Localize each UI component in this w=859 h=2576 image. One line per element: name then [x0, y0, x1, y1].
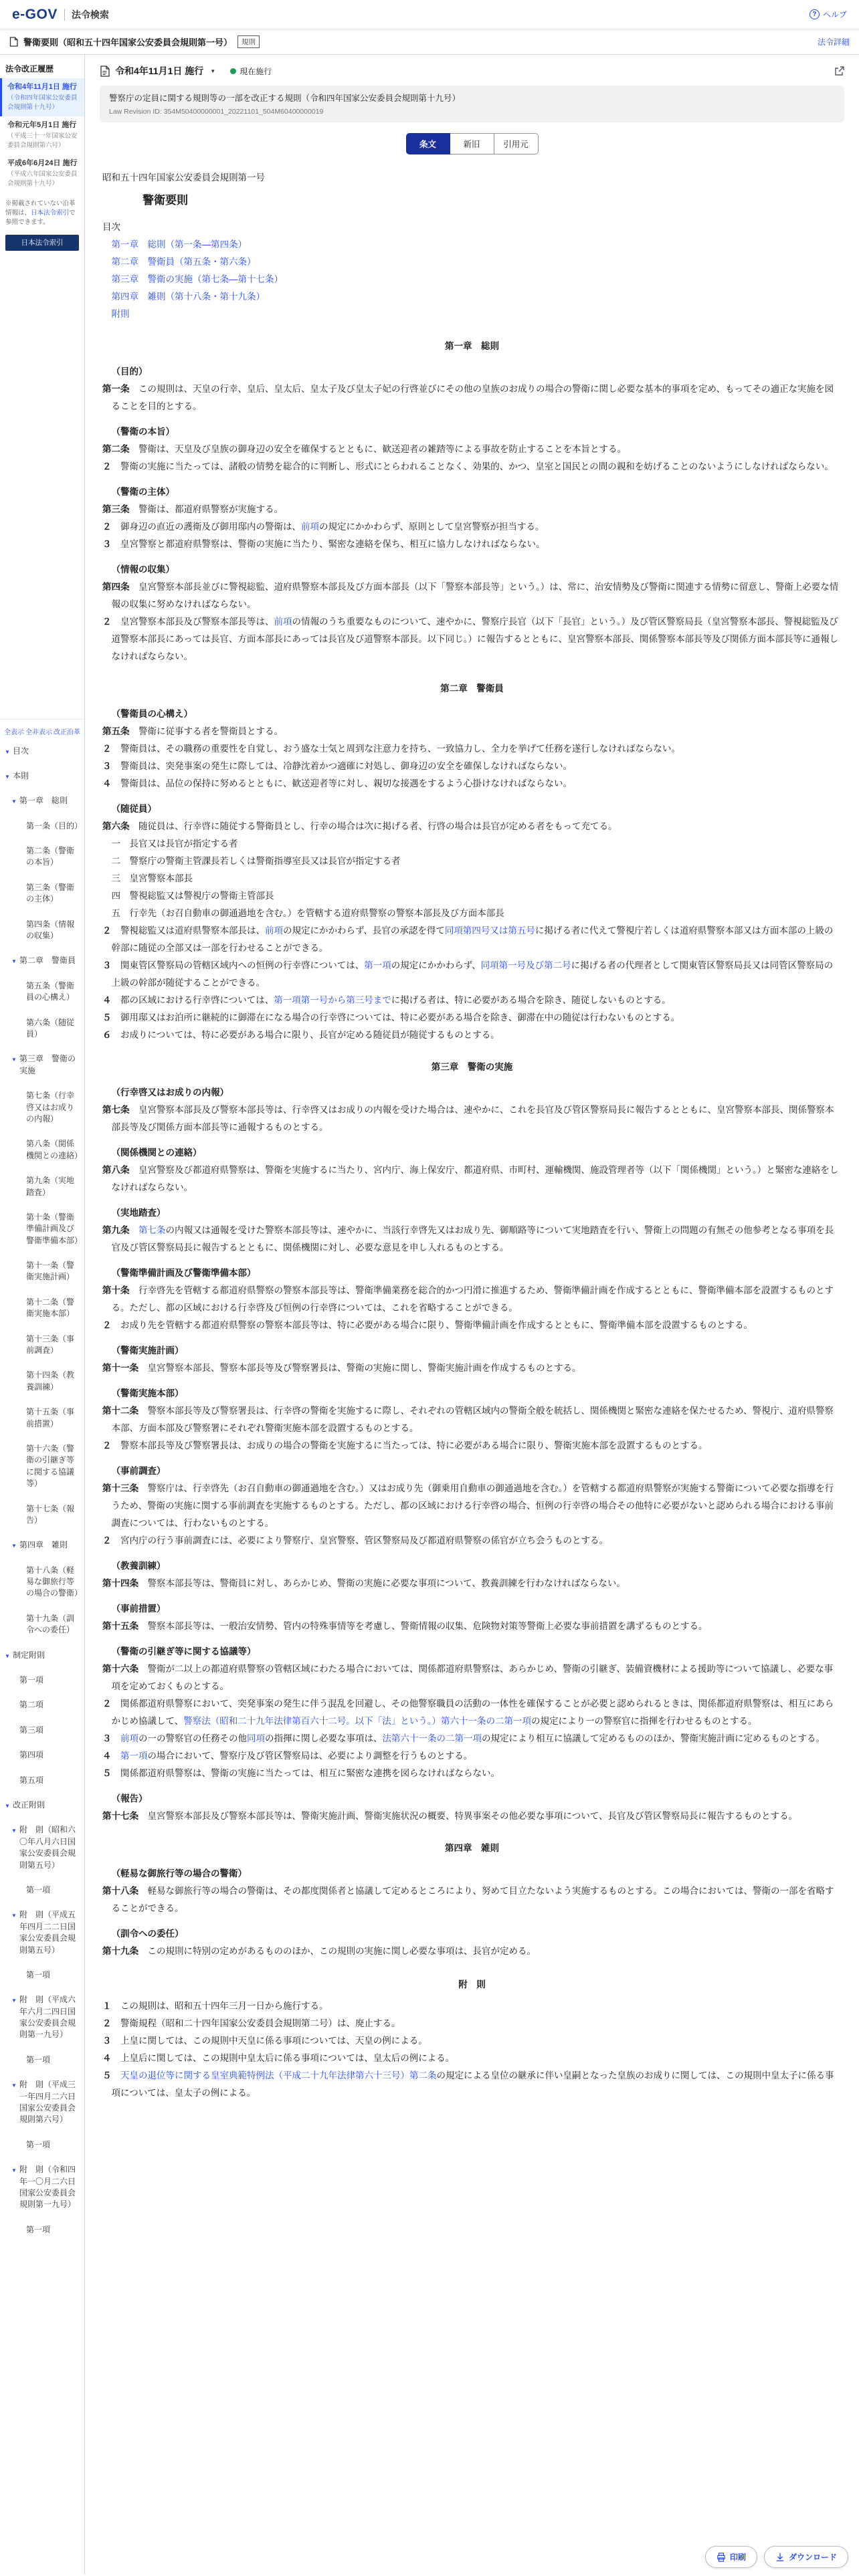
law-title: 警衛要則 — [142, 193, 188, 207]
japan-law-index-link[interactable]: 日本法令索引 — [31, 209, 70, 217]
law-ref-link[interactable]: 前項 — [274, 616, 292, 627]
law-toc-links — [102, 236, 842, 323]
toc-item-label: 附 則（平成六年六月二四日国家公安委員会規則第一九号） — [19, 1995, 76, 2040]
paragraph-number: ４ — [102, 2052, 112, 2063]
toc-tree-item[interactable] — [0, 1363, 84, 1400]
toc-tree-item[interactable] — [0, 1497, 84, 1533]
law-paragraph: 第十四条 警察本部長等は、警衛員に対し、あらかじめ、警衛の実施に必要な事項について、教養訓練を行わなければならない。 — [102, 1578, 626, 1588]
status-label: 現在施行 — [240, 66, 272, 76]
law-paragraph: ４ 都の区域における行幸啓については、第一項第一号から第三号までに掲げる者は、特に必要がある場合を除き、随従しないものとする。 — [102, 994, 671, 1005]
toc-item-label: 第十七条（報告） — [26, 1503, 75, 1525]
paragraph-number: 第九条 — [102, 1224, 130, 1235]
law-paragraph: ２ 警察本部長等及び警察署長は、お成りの場合の警衛を実施するに当たっては、特に必要がある場合に限り、警衛実施本部を設置するものとする。 — [102, 1440, 708, 1451]
law-paragraph: ３ 警衛員は、突発事案の発生に際しては、冷静沈着かつ適確に対処し、御身辺の安全を確保しなければならない。 — [102, 760, 572, 771]
article-caption: （随従員） — [111, 803, 157, 814]
revision-date: 令和4年11月1日 施行 — [7, 83, 77, 91]
article-caption: （情報の収集） — [111, 564, 175, 574]
toc-tree-item[interactable] — [0, 1693, 84, 1717]
paragraph-number: ２ — [102, 2018, 112, 2028]
view-tab[interactable]: 引用元 — [494, 133, 539, 154]
floating-actions — [705, 2546, 848, 2568]
toc-tree-item[interactable] — [0, 1668, 84, 1693]
toc-tree-item[interactable] — [0, 1047, 84, 1083]
law-item: 五 行幸先（お召自動車の御通過地を含む。）を管轄する道府県警察の警察本部長及び方面本部長 — [111, 907, 504, 918]
toc-tree — [0, 739, 84, 2243]
toc-item-label: 第一項 — [26, 2054, 51, 2064]
law-paragraph: 第十九条 この規則に特別の定めがあるもののほか、この規則の実施に関し必要な事項は、長官が定める。 — [102, 1945, 536, 1956]
japan-law-index-banner-label: 日本法令索引 — [21, 239, 64, 247]
paragraph-number: ２ — [102, 1319, 112, 1330]
history-note-suffix: で参照できます。 — [5, 209, 76, 227]
law-paragraph: ２ 警衛の実施に当たっては、諸般の情勢を総合的に判断し、形式にとらわれることなく、効果的、かつ、皇室と国民との間の親和を妨げることのないようにしなければならない。 — [102, 461, 834, 471]
header-divider — [64, 9, 65, 21]
article-caption: （警衛の本旨） — [111, 426, 175, 437]
law-body — [85, 157, 859, 2129]
chevron-down-icon[interactable]: ▼ — [210, 68, 216, 74]
law-detail-link[interactable]: 法令詳細 — [817, 37, 850, 47]
toc-item-label: 第十二条（警衛実施本部） — [26, 1297, 75, 1319]
article-caption: （事前調査） — [111, 1465, 166, 1476]
article-caption: （軽易な御旅行等の場合の警衛） — [111, 1868, 247, 1879]
toc-item-label: 附 則（平成五年四月二二日国家公安委員会規則第五号） — [19, 1910, 76, 1955]
toc-item-label: 第八条（関係機関との連絡） — [26, 1139, 83, 1160]
view-tab[interactable]: 新旧 — [450, 133, 494, 154]
toc-tree-item[interactable] — [0, 1793, 84, 1818]
law-paragraph: 第六条 随従員は、行幸啓に随従する警衛員とし、行幸の場合は次に掲げる者、行啓の場合は長官が定める者をもって充てる。 — [102, 821, 617, 831]
japan-law-index-banner[interactable] — [5, 235, 79, 251]
egov-logo-text: e-GOV — [12, 6, 58, 22]
revision-date: 令和元年5月1日 施行 — [7, 120, 77, 129]
law-paragraph: ２ 警視総監又は道府県警察本部長は、前項の規定にかかわらず、長官の承認を得て同項第四号又は第五号に掲げる者に代えて警視庁若しくは道府県警察本部又は方面本部の上級の幹部に随従の全部又は一部を行わせることができる。 — [102, 925, 834, 953]
toc-item-label: 改正附則 — [13, 1800, 45, 1810]
toc-tree-item[interactable] — [0, 1606, 84, 1643]
chapter-heading: 第一章 総則 — [445, 340, 499, 351]
law-paragraph: 第七条 皇宮警察本部長及び警察本部長等は、行幸啓又はお成りの内報を受けた場合は、速やかに、これを長官及び管区警察局長に報告するとともに、皇宮警察本部長、関係警察本部長等及び関係方面本部長等に通報するものとする。 — [102, 1104, 834, 1132]
revision-note: （令和四年国家公安委員会規則第十九号） — [7, 94, 78, 112]
print-label: 印刷 — [729, 2553, 746, 2562]
toc-item-label: 第十八条（軽易な御旅行等の場合の警衛） — [26, 1565, 83, 1598]
paragraph-number: ５ — [102, 2070, 112, 2080]
toc-tree-item[interactable] — [0, 839, 84, 875]
law-paragraph: 第四条 皇宮警察本部長並びに警視総監、道府県警察本部長及び方面本部長（以下「警察本部長等」という。）は、常に、治安情勢及び警衛に関連する情勢に留意し、警衛上必要な情報の収集に努めなければならない。 — [102, 581, 839, 609]
law-toc-link[interactable]: 第一章 総則（第一条―第四条） — [111, 239, 247, 249]
paragraph-number: 第七条 — [102, 1104, 130, 1115]
law-paragraph: ２ 警衛員は、その職務の重要性を自覚し、おう盛な士気と周到な注意力を持ち、一致協力し、全力を挙げて任務を遂行しなければならない。 — [102, 743, 680, 754]
law-paragraph: 第十五条 警察本部長等は、一般治安情勢、管内の特殊事情等を考慮し、警衛情報の収集、危険物対策等警衛上必要な事前措置を講ずるものとする。 — [102, 1620, 708, 1631]
article-caption: （警衛員の心構え） — [111, 708, 193, 719]
law-ref-link[interactable]: 第一項 — [364, 960, 391, 970]
law-paragraph: ３ 皇宮警察と都道府県警察は、警衛の実施に当たり、緊密な連絡を保ち、相互に協力しなければならない。 — [102, 538, 545, 549]
toc-tree-item[interactable] — [0, 814, 84, 839]
article-caption: （警衛の引継ぎ等に関する協議等） — [111, 1646, 256, 1656]
toc-item-label: 第一項 — [19, 1675, 44, 1685]
toc-tree-item[interactable] — [0, 2072, 84, 2133]
law-paragraph: 第十二条 警察本部長等及び警察署長は、行幸啓の警衛を実施するに際し、それぞれの管轄区域内の警衛全般を統括し、関係機関と緊密な連絡を保たせるため、警視庁、道府県警察本部、方面本部及び警察署にそれぞれ警衛実施本部を設置するものとする。 — [102, 1405, 834, 1433]
toc-item-label: 附 則（平成三一年四月二六日国家公安委員会規則第六号） — [19, 2080, 76, 2125]
egov-logo[interactable] — [12, 7, 109, 23]
main-layout — [0, 55, 859, 2575]
paragraph-number: 第十五条 — [102, 1620, 138, 1631]
toc-item-label: 第十三条（事前調査） — [26, 1333, 75, 1356]
toc-item-label: 第一項 — [26, 2224, 51, 2234]
article-caption: （事前措置） — [111, 1603, 166, 1614]
toc-item-label: 第二条（警衛の本旨） — [26, 846, 75, 867]
revision-history-item[interactable] — [0, 78, 84, 116]
paragraph-number: ２ — [102, 925, 112, 936]
law-paragraph: 第十六条 警衛が二以上の都道府県警察の管轄区域にわたる場合においては、関係都道府県警察は、あらかじめ、警衛の引継ぎ、装備資機材による援助等について協議し、必要な事項を定めておくものとする。 — [102, 1663, 834, 1691]
law-ref-link[interactable]: 警察法（昭和二十九年法律第百六十二号。以下「法」という。）第六十一条の二第一項 — [183, 1715, 531, 1726]
toc-item-label: 第二章 警衛員 — [19, 956, 76, 966]
toc-tree-item[interactable] — [0, 1643, 84, 1668]
law-paragraph: ５ 天皇の退位等に関する皇室典範特例法（平成二十九年法律第六十三号）第二条の規定による皇位の継承に伴い皇嗣となった皇族のお成りに関しては、この規則中皇太子に係る事項については、皇太子の例による。 — [102, 2070, 834, 2098]
printer-icon — [717, 2553, 726, 2562]
paragraph-number: ２ — [102, 616, 112, 627]
download-button[interactable] — [764, 2546, 848, 2568]
paragraph-number: ３ — [102, 538, 112, 549]
content-area — [85, 55, 859, 2575]
toc-tree-item[interactable] — [0, 1533, 84, 1558]
law-toc-link[interactable]: 第四章 雑則（第十八条・第十九条） — [111, 291, 265, 302]
paragraph-number: ３ — [102, 960, 112, 970]
help-icon: ? — [809, 9, 820, 19]
law-paragraph: 第二条 警衛は、天皇及び皇族の御身辺の安全を確保するとともに、歓送迎者の雑踏等による事故を防止することを本旨とする。 — [102, 443, 626, 454]
toc-tree-item[interactable] — [0, 1988, 84, 2048]
revision-note: （平成六年国家公安委員会規則第十九号） — [7, 171, 78, 187]
print-button[interactable] — [705, 2546, 757, 2568]
article-caption: （警衛の主体） — [111, 486, 175, 497]
toc-tree-item[interactable] — [0, 2218, 84, 2242]
toc-tree-item[interactable] — [0, 1205, 84, 1253]
article-caption: （関係機関との連絡） — [111, 1147, 202, 1158]
paragraph-number: ２ — [102, 1440, 112, 1451]
law-chapters — [102, 338, 842, 2102]
toc-tree-item[interactable] — [0, 974, 84, 1010]
toc-tree-item[interactable] — [0, 1718, 84, 1743]
revision-info-box — [100, 86, 844, 122]
law-ref-link[interactable]: 前項 — [301, 521, 319, 532]
revision-note: （平成三十一年国家公安委員会規則第六号） — [7, 132, 78, 150]
law-ref-link[interactable]: 第一項 — [120, 1750, 148, 1761]
law-paragraph: ２ 御身辺の直近の護衛及び御用邸内の警衛は、前項の規定にかかわらず、原則として皇宮警察が担当する。 — [102, 521, 545, 532]
paragraph-number: ２ — [102, 521, 112, 532]
toc-tree-item[interactable] — [0, 2048, 84, 2072]
toc-tree-item[interactable] — [0, 1743, 84, 1767]
paragraph-number: ５ — [102, 1012, 112, 1023]
paragraph-number: 第三条 — [102, 504, 130, 514]
toc-tree-item[interactable] — [0, 1290, 84, 1327]
law-paragraph: ４ 警衛員は、品位の保持に努めるとともに、歓送迎者等に対し、親切な接遇をするよう心掛けなければならない。 — [102, 778, 572, 788]
caret-down-icon[interactable]: ▼ — [5, 748, 10, 755]
law-paragraph: ５ 関係都道府県警察は、警衛の実施に当たっては、相互に緊密な連携を図らなければならない。 — [102, 1767, 500, 1778]
article-caption: （報告） — [111, 1793, 148, 1804]
paragraph-number: 第十二条 — [102, 1405, 138, 1416]
caret-down-icon[interactable]: ▼ — [11, 1057, 17, 1063]
law-toc-link[interactable]: 附則 — [111, 308, 130, 319]
caret-down-icon[interactable]: ▼ — [5, 1652, 10, 1659]
revision-history-list — [0, 78, 84, 193]
toc-tree-item[interactable] — [0, 1327, 84, 1364]
toc-item-label: 附 則（令和四年一〇月二六日国家公安委員会規則第一九号） — [19, 2165, 76, 2210]
law-paragraph: 第五条 警衛に従事する者を警衛員とする。 — [102, 726, 283, 736]
toc-tree-item[interactable] — [0, 1083, 84, 1132]
toc-tree-item[interactable] — [0, 875, 84, 912]
law-title-bar — [0, 29, 859, 55]
law-paragraph: 第三条 警衛は、都道府県警察が実施する。 — [102, 504, 283, 514]
chapter-heading: 第二章 警衛員 — [440, 683, 504, 693]
law-paragraph: ２ 関係都道府県警察において、突発事案の発生に伴う混乱を回避し、その他警察職員の活動の一体性を確保することが必要と認められるときは、関係都道府県警察は、相互にあらかじめ協議して、警察法（昭和二十九年法律第百六十二号。以下「法」という。）第六十一条の二第一項の規定により一の警察官に指揮を行わせるものとする。 — [102, 1698, 834, 1726]
law-paragraph: １ この規則は、昭和五十四年三月一日から施行する。 — [102, 2000, 328, 2011]
law-paragraph: 第十八条 軽易な御旅行等の場合の警衛は、その都度関係者と協議して定めるところにより、努めて目立たないよう実施するものとする。この場合においては、警衛の一部を省略することができる。 — [102, 1885, 834, 1913]
external-link-icon[interactable] — [834, 66, 844, 76]
caret-down-icon[interactable]: ▼ — [5, 773, 10, 780]
paragraph-number: ３ — [102, 2035, 112, 2046]
caret-down-icon[interactable]: ▼ — [5, 1803, 10, 1809]
law-item: 一 長官又は長官が指定する者 — [111, 838, 238, 849]
toc-item-label: 第一項 — [26, 2139, 51, 2149]
law-paragraph: ２ 皇宮警察本部長及び警察本部長等は、前項の情報のうち重要なものについて、速やかに、警察庁長官（以下「長官」という。）及び管区警察局長（皇宮警察本部長、警視総監及び道警察本部長にあっては長官、方面本部長にあっては長官及び道警察本部長。以下同じ。）に報告するとともに、皇宮警察本部長、関係警察本部長等及び関係方面本部長等に通報しなければならない。 — [102, 616, 838, 661]
paragraph-number: 第十八条 — [102, 1885, 138, 1896]
view-tab[interactable]: 条文 — [406, 133, 450, 154]
paragraph-number: ２ — [102, 1698, 112, 1709]
service-name: 法令検索 — [71, 9, 109, 20]
paragraph-number: ３ — [102, 1733, 112, 1743]
law-paragraph: 第九条 第七条の内報又は通報を受けた警察本部長等は、速やかに、当該行幸啓先又はお成り先、御順路等について実地踏査を行い、警衛上の問題の有無その他参考となる事項を長官及び管区警察局長に報告するとともに、関係機関に対し、必要な意見を申し入れるものとする。 — [102, 1224, 834, 1253]
toc-item-label: 第十九条（訓令への委任） — [26, 1613, 75, 1635]
law-paragraph: ４ 上皇后に関しては、この規則中皇太后に係る事項については、皇太后の例による。 — [102, 2052, 455, 2063]
toc-item-label: 第七条（行幸啓又はお成りの内報） — [26, 1091, 75, 1123]
toc-item-label: 第五項 — [19, 1775, 44, 1785]
toc-tree-item[interactable] — [0, 1903, 84, 1963]
paragraph-number: 第十九条 — [102, 1945, 138, 1956]
toc-tree-item[interactable] — [0, 1768, 84, 1793]
toc-item-label: 第四条（情報の収集） — [26, 919, 75, 941]
toc-item-label: 制定附則 — [13, 1650, 45, 1660]
paragraph-number: ４ — [102, 994, 112, 1005]
law-paragraph: ３ 前項の一の警察官の任務その他同項の指揮に関し必要な事項は、法第六十一条の二第一項の規定により相互に協議して定めるもののほか、警衛実施計画に定めるものとする。 — [102, 1733, 825, 1743]
toc-control-link[interactable]: 改正沿革 — [54, 728, 80, 736]
toc-item-label: 第十五条（事前措置） — [26, 1407, 75, 1428]
law-paragraph: ５ 御用邸又はお泊所に継続的に御滞在になる場合の行幸啓については、特に必要がある場合を除き、御滞在中の随従は行わないものとする。 — [102, 1012, 680, 1023]
document-icon — [9, 37, 18, 47]
toc-item-label: 第三章 警衛の実施 — [19, 1054, 76, 1075]
content-toolbar — [85, 55, 859, 84]
toc-item-label: 本則 — [13, 770, 29, 780]
paragraph-number: １ — [102, 2000, 112, 2011]
article-caption: （警衛準備計画及び警衛準備本部） — [111, 1267, 256, 1278]
chapter-heading: 第三章 警衛の実施 — [431, 1061, 513, 1072]
law-type-badge: 規則 — [237, 35, 260, 48]
toc-control-link[interactable]: 全非表示 — [25, 728, 52, 736]
law-item: 四 警視総監又は警視庁の警衛主管部長 — [111, 890, 274, 901]
paragraph-number: 第十四条 — [102, 1578, 138, 1588]
toc-tree-item[interactable] — [0, 1558, 84, 1606]
law-paragraph: ２ 宮内庁の行う事前調査には、必要により警察庁、皇宮警察、管区警察局及び都道府県警察の係官が立ち会うものとする。 — [102, 1535, 608, 1545]
law-item: 二 警察庁の警衛主管課長若しくは警衛指導室長又は長官が指定する者 — [111, 855, 401, 866]
law-paragraph: ２ 警衛規程（昭和二十四年国家公安委員会規則第二号）は、廃止する。 — [102, 2018, 401, 2028]
toc-item-label: 第四項 — [19, 1750, 44, 1760]
paragraph-number: ２ — [102, 1535, 112, 1545]
toc-tree-item[interactable] — [0, 912, 84, 949]
toc-tree-item[interactable] — [0, 2157, 84, 2218]
law-toc-heading: 目次 — [102, 221, 120, 232]
toc-tree-item[interactable] — [0, 739, 84, 764]
toc-item-label: 第一項 — [26, 1969, 51, 1979]
law-number: 昭和五十四年国家公安委員会規則第一号 — [102, 172, 265, 183]
law-ref-link[interactable]: 法第六十一条の二第一項 — [382, 1733, 482, 1743]
toc-item-label: 第十四条（教養訓練） — [26, 1370, 75, 1392]
law-paragraph: 第十三条 警察庁は、行幸啓先（お召自動車の御通過地を含む。）又はお成り先（御乗用自動車の御通過地を含む。）を管轄する都道府県警察が実施する警衛について必要な指導を行うため、警衛の実施に関する事前調査を実施するものとする。ただし、都の区域における行幸啓の場合、恒例の行幸啓の場合その他特に必要がないと認められる場合における事前調査については、行わないものとする。 — [102, 1483, 834, 1528]
paragraph-number: ２ — [102, 743, 112, 754]
toc-panel — [0, 719, 84, 2243]
paragraph-number: 第十三条 — [102, 1483, 138, 1493]
toc-tree-item[interactable] — [0, 1010, 84, 1047]
paragraph-number: ２ — [102, 461, 112, 471]
paragraph-number: 第十条 — [102, 1285, 130, 1295]
article-caption: （警衛実施本部） — [111, 1388, 184, 1398]
toc-tree-item[interactable] — [0, 1878, 84, 1903]
caret-down-icon[interactable]: ▼ — [11, 1543, 17, 1549]
toc-item-label: 第六条（随従員） — [26, 1017, 75, 1039]
article-caption: （訓令への委任） — [111, 1928, 184, 1939]
toc-tree-item[interactable] — [0, 2133, 84, 2157]
toc-control-link[interactable]: 全表示 — [4, 728, 24, 736]
paragraph-number: ５ — [102, 1767, 112, 1778]
law-paragraph: 第一条 この規則は、天皇の行幸、皇后、皇太后、皇太子及び皇太子妃の行啓並びにその他の皇族のお成りの場合の警衛に関し必要な基本的事項を定め、もってその適正な実施を図ることを目的とする。 — [102, 383, 834, 411]
law-paragraph: ４ 第一項の場合において、警察庁及び管区警察局は、必要により調整を行うものとする。 — [102, 1750, 473, 1761]
caret-down-icon[interactable]: ▼ — [11, 798, 17, 805]
paragraph-number: 第六条 — [102, 821, 130, 831]
law-paragraph: ２ お成り先を管轄する都道府県警察の警察本部長等は、特に必要がある場合に限り、警衛準備計画を作成するとともに、警衛準備本部を設置するものとする。 — [102, 1319, 753, 1330]
paragraph-number: 第十七条 — [102, 1810, 138, 1821]
law-ref-link[interactable]: 天皇の退位等に関する皇室典範特例法（平成二十九年法律第六十三号）第二条 — [120, 2070, 437, 2080]
supplementary-provisions-heading: 附 則 — [458, 1979, 486, 1990]
law-paragraph: 第八条 皇宮警察及び都道府県警察は、警衛を実施するに当たり、宮内庁、海上保安庁、都道府県、市町村、運輸機関、施設管理者等（以下「関係機関」という。）と緊密な連絡をしなければならない。 — [102, 1164, 839, 1192]
paragraph-number: 第四条 — [102, 581, 130, 592]
law-toc-link[interactable]: 第二章 警衛員（第五条・第六条） — [111, 256, 256, 267]
toc-tree-item[interactable] — [0, 1436, 84, 1497]
caret-down-icon[interactable]: ▼ — [11, 2082, 17, 2089]
article-caption: （行幸啓又はお成りの内報） — [111, 1087, 229, 1097]
law-title-text: 警衛要則（昭和五十四年国家公安委員会規則第一号） — [23, 37, 233, 47]
download-label: ダウンロード — [788, 2553, 837, 2562]
paragraph-number: 第十一条 — [102, 1362, 138, 1373]
toc-tree-item[interactable] — [0, 1168, 84, 1205]
paragraph-number: ４ — [102, 1750, 112, 1761]
article-caption: （実地踏査） — [111, 1207, 166, 1218]
caret-down-icon[interactable]: ▼ — [11, 1828, 17, 1834]
toc-item-label: 第一条（目的） — [26, 821, 83, 831]
caret-down-icon[interactable]: ▼ — [11, 958, 17, 965]
law-ref-link[interactable]: 第一項第一号から第三号まで — [274, 994, 391, 1005]
history-note-prefix: ※掲載されていない沿革情報は、 — [5, 199, 76, 217]
history-note — [0, 193, 84, 231]
view-tabs — [85, 133, 859, 154]
article-caption: （警衛実施計画） — [111, 1345, 184, 1356]
toc-tree-item[interactable] — [0, 764, 84, 788]
caret-down-icon[interactable]: ▼ — [11, 2167, 17, 2174]
toc-tree-item[interactable] — [0, 788, 84, 813]
toc-tree-item[interactable] — [0, 1400, 84, 1436]
status-dot-icon — [230, 68, 236, 74]
toc-item-label: 第五条（警衛員の心構え） — [26, 980, 75, 1002]
law-paragraph: ３ 上皇に関しては、この規則中天皇に係る事項については、天皇の例による。 — [102, 2035, 427, 2046]
revision-history-heading: 法令改正履歴 — [5, 64, 54, 74]
status-badge — [230, 66, 272, 77]
toc-tree-item[interactable] — [0, 1818, 84, 1878]
law-ref-link[interactable]: 同項 — [247, 1733, 265, 1743]
caret-down-icon[interactable]: ▼ — [11, 1998, 17, 2004]
caret-down-icon[interactable]: ▼ — [11, 1913, 17, 1919]
law-paragraph: 第十七条 皇宮警察本部長及び警察本部長等は、警衛実施計画、警衛実施状況の概要、特異事案その他必要な事項について、長官及び管区警察局長に報告するものとする。 — [102, 1810, 797, 1821]
paragraph-number: ４ — [102, 778, 112, 788]
law-revision-id: Law Revision ID: 354M50400000001_20221101_504M60400000019 — [109, 107, 324, 116]
revision-selector[interactable]: 令和4年11月1日 施行 — [115, 66, 204, 76]
download-icon — [775, 2553, 785, 2562]
revision-law-title: 警察庁の定員に関する規則等の一部を改正する規則（令和四年国家公安委員会規則第十九号） — [109, 94, 461, 103]
law-paragraph: ６ お成りについては、特に必要がある場合に限り、長官が定める随従員が随従するものとする。 — [102, 1029, 500, 1040]
toc-tree-item[interactable] — [0, 1132, 84, 1168]
file-text-icon — [100, 66, 110, 77]
revision-date: 平成6年6月24日 施行 — [7, 158, 78, 167]
law-ref-link[interactable]: 前項 — [265, 925, 283, 936]
help-link[interactable] — [809, 9, 847, 20]
paragraph-number: 第五条 — [102, 726, 130, 736]
toc-item-label: 第三項 — [19, 1725, 44, 1735]
sidebar — [0, 55, 85, 2575]
article-caption: （目的） — [111, 366, 148, 377]
article-caption: （教養訓練） — [111, 1560, 166, 1571]
toc-tree-item[interactable] — [0, 1963, 84, 1988]
toc-tree-item[interactable] — [0, 948, 84, 973]
toc-item-label: 第十条（警衛準備計画及び警衛準備本部） — [26, 1212, 83, 1245]
law-paragraph: ３ 関東管区警察局の管轄区域内への恒例の行幸啓については、第一項の規定にかかわらず、同項第一号及び第二号に掲げる者の代理者として関東管区警察局長又は同管区警察局の上級の幹部が随従することができる。 — [102, 960, 834, 988]
paragraph-number: ３ — [102, 760, 112, 771]
paragraph-number: 第八条 — [102, 1164, 130, 1175]
chapter-heading: 第四章 雑則 — [445, 1842, 499, 1853]
toc-item-label: 第十一条（警衛実施計画） — [26, 1261, 75, 1282]
toc-item-label: 第一章 総則 — [19, 796, 68, 806]
toc-item-label: 第九条（実地踏査） — [26, 1176, 75, 1197]
law-ref-link[interactable]: 同項第四号又は第五号 — [444, 925, 535, 936]
revision-history-item[interactable] — [0, 154, 84, 193]
paragraph-number: 第一条 — [102, 383, 130, 394]
toc-item-label: 第二項 — [19, 1700, 44, 1710]
paragraph-number: 第二条 — [102, 443, 130, 454]
law-paragraph: 第十一条 皇宮警察本部長、警察本部長等及び警察署長は、警衛の実施に関し、警衛実施計画を作成するものとする。 — [102, 1362, 581, 1373]
toc-item-label: 第一項 — [26, 1885, 51, 1895]
law-paragraph: 第十条 行幸啓先を管轄する都道府県警察の警察本部長等は、警衛準備業務を総合的かつ円滑に推進するため、警衛準備計画を作成するとともに、警衛準備本部を設置するものとする。ただし、都の区域における行幸啓及び恒例の行幸啓については、これを省略することができる。 — [102, 1285, 834, 1313]
law-item: 三 皇宮警察本部長 — [111, 873, 193, 883]
toc-controls — [0, 724, 84, 739]
law-ref-link[interactable]: 前項 — [120, 1733, 138, 1743]
paragraph-number: 第十六条 — [102, 1663, 138, 1674]
toc-item-label: 第四章 雑則 — [19, 1540, 68, 1550]
law-ref-link[interactable]: 同項第一号及び第二号 — [480, 960, 571, 970]
revision-history-item[interactable] — [0, 116, 84, 154]
law-ref-link[interactable]: 第七条 — [138, 1224, 166, 1235]
help-label: ヘルプ — [822, 10, 847, 19]
paragraph-number: ６ — [102, 1029, 112, 1040]
toc-item-label: 第十六条（警衛の引継ぎ等に関する協議等） — [26, 1443, 75, 1489]
app-header — [0, 0, 859, 29]
law-toc-link[interactable]: 第三章 警衛の実施（第七条―第十七条） — [111, 274, 283, 284]
toc-item-label: 目次 — [13, 746, 29, 756]
toc-item-label: 第三条（警衛の主体） — [26, 882, 75, 904]
toc-item-label: 附 則（昭和六〇年八月六日国家公安委員会規則第五号） — [19, 1825, 76, 1870]
toc-tree-item[interactable] — [0, 1253, 84, 1290]
